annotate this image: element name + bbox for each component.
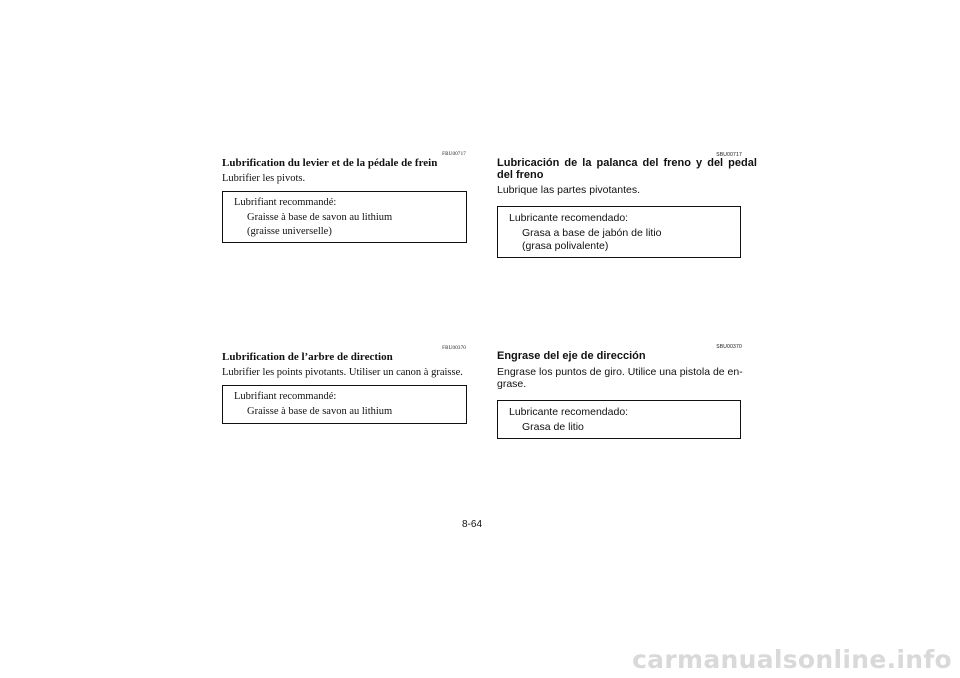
lubricant-box [222, 191, 467, 243]
section-heading: Engrase del eje de dirección [497, 350, 646, 362]
section-code: SBU00370 [716, 344, 742, 350]
heading-line: del freno [497, 169, 544, 181]
lubricant-line: Grasa de litio [522, 421, 584, 433]
section-heading [497, 157, 757, 181]
section-heading: Lubrification de l’arbre de direction [222, 351, 393, 363]
lubricant-label: Lubrifiant recommandé: [234, 197, 337, 208]
lubricant-line: Graisse à base de savon au lithium [247, 212, 393, 223]
lubricant-box [497, 206, 741, 258]
lubricant-label: Lubricante recomendado: [509, 406, 629, 418]
lubricant-line: (grasa polivalente) [522, 240, 609, 252]
text-line: Engrase los puntos de giro. Utilice una pistola de en- [497, 366, 743, 378]
section-code: FBU00370 [442, 346, 466, 351]
watermark: carmanualsonline.info [632, 645, 952, 674]
section-code: FBU00717 [442, 152, 466, 157]
heading-line: Lubricación de la palanca del freno y del pedal [497, 157, 757, 169]
lubricant-label: Lubricante recomendado: [509, 212, 629, 224]
text-line: grase. [497, 378, 527, 390]
lubricant-label: Lubrifiant recommandé: [234, 391, 337, 402]
section-heading: Lubrification du levier et de la pédale de frein [222, 157, 438, 169]
page-number: 8-64 [462, 519, 483, 530]
lubricant-line: Graisse à base de savon au lithium [247, 406, 393, 417]
lubricant-line: (graisse universelle) [247, 226, 332, 237]
lubricant-line: Grasa a base de jabón de litio [522, 227, 662, 239]
section-text: Lubrifier les pivots. [222, 173, 306, 184]
section-text [497, 366, 742, 390]
section-code: SBU00717 [716, 152, 742, 158]
section-text: Lubrifier les points pivotants. Utiliser un canon à graisse. [222, 367, 463, 378]
section-text: Lubrique las partes pivotantes. [497, 184, 641, 196]
lubricant-box [222, 385, 467, 424]
lubricant-box [497, 400, 741, 439]
